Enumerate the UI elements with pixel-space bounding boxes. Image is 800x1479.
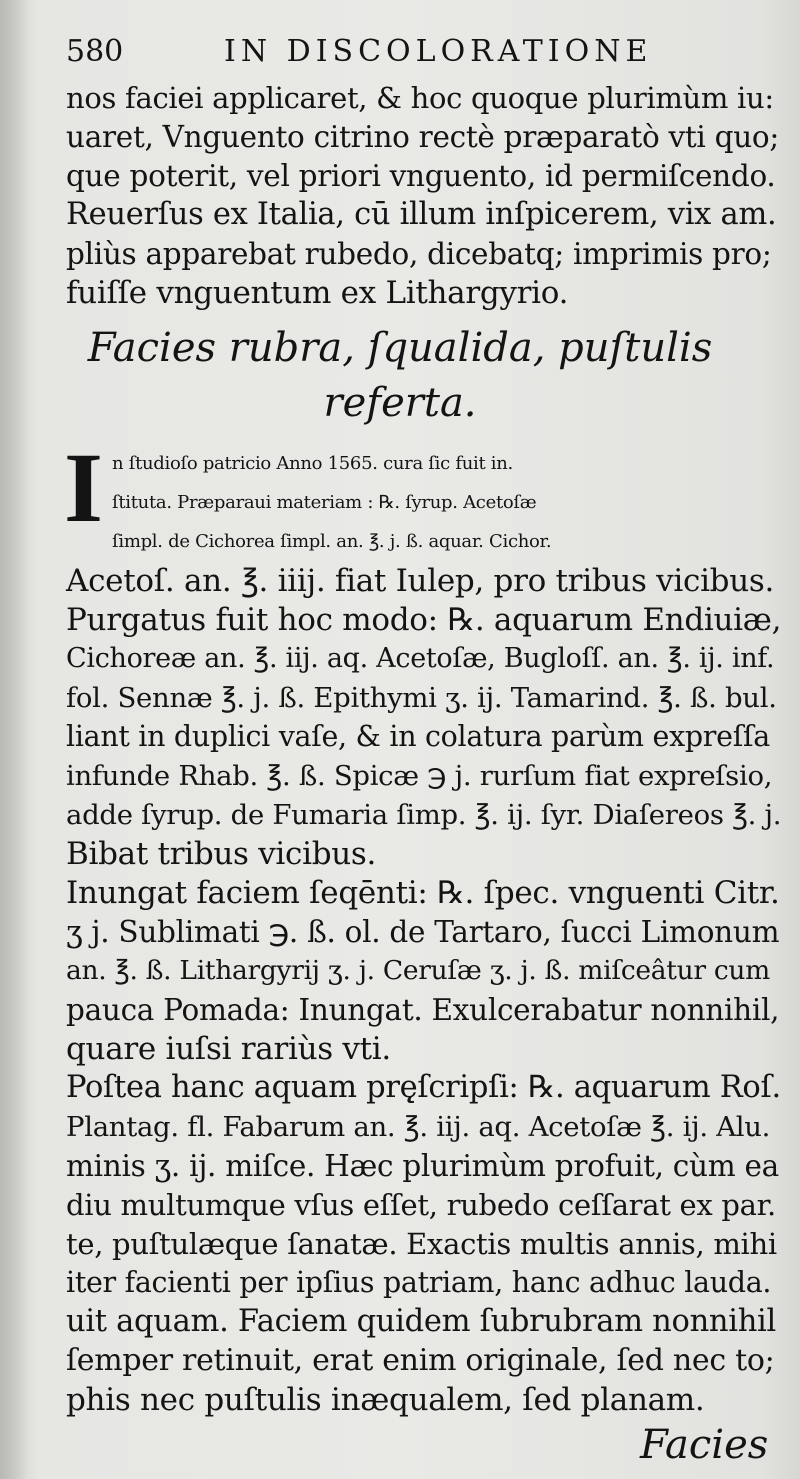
catchword: Facies <box>640 1422 769 1468</box>
text-line: minis ʒ. ij. miſce. Hæc plurimùm profuit, cùm ea <box>66 1149 779 1183</box>
text-line: Reuerſus ex Italia, cū illum inſpicerem, vix am. <box>66 197 777 232</box>
text-line: Acetoſ. an. ℥. iiij. fiat Iulep, pro tribus vicibus. <box>66 563 775 599</box>
text-line: ſemper retinuit, erat enim originale, ſed nec to; <box>66 1343 775 1378</box>
text-line: fol. Sennæ ℥. j. ß. Epithymi ʒ. ij. Tamarind. ℥. ß. bul. <box>66 682 777 714</box>
text-line: ʒ j. Sublimati ℈. ß. ol. de Tartaro, ſucci Limonum <box>66 915 780 949</box>
text-line: Cichoreæ an. ℥. iij. aq. Acetoſæ, Bugloſſ. an. ℥. ij. inf. <box>66 643 775 674</box>
section-heading-line1: Facies rubra, ſqualida, puſtulis <box>87 325 713 371</box>
page-number: 580 <box>66 34 124 69</box>
text-line: Bibat tribus vicibus. <box>66 836 377 872</box>
text-line: diu multumque vſus eſſet, rubedo ceſſarat ex par. <box>66 1188 776 1222</box>
text-line: pliùs apparebat rubedo, dicebatq; imprimis pro; <box>66 237 772 271</box>
text-line: Inungat faciem ſeqēnti: ℞. ſpec. vnguenti Citr. <box>66 875 780 911</box>
text-line: Poſtea hanc aquam prę̨ſcripſi: ℞. aquarum Roſ. <box>66 1070 781 1105</box>
text-line: que poterit, vel priori vnguento, id permiſcendo. <box>66 159 776 193</box>
text-line: ſtituta. Præparaui materiam : ℞. ſyrup. Acetoſæ <box>112 492 537 513</box>
text-line: uit aquam. Faciem quidem ſubrubram nonnihil <box>66 1304 776 1339</box>
text-line: uaret, Vnguento citrino rectè præparatò vti quo; <box>66 120 780 154</box>
text-line: Purgatus fuit hoc modo: ℞. aquarum Endiuiæ, <box>66 602 782 638</box>
text-line: an. ℥. ß. Lithargyrij ʒ. j. Ceruſæ ʒ. j. ß. miſceâtur cum <box>66 955 770 986</box>
text-line: infunde Rhab. ℥. ß. Spicæ ℈ j. rurſum fiat expreſsio, <box>66 760 773 792</box>
running-title: IN DISCOLORATIONE <box>224 34 653 69</box>
text-line: nos faciei applicaret, & hoc quoque plurimùm iu: <box>66 81 774 115</box>
text-line: quare iuſsi rariùs vti. <box>66 1031 391 1067</box>
text-line: iter facienti per ipſius patriam, hanc adhuc lauda. <box>66 1266 772 1299</box>
page-gutter-shadow <box>0 0 28 1479</box>
text-line: adde ſyrup. de Fumaria ſimp. ℥. ij. ſyr. Diaſereos ℥. j. <box>66 799 782 831</box>
text-line: ſimpl. de Cichorea ſimpl. an. ℥. j. ß. aquar. Cichor. <box>112 531 552 552</box>
text-line: phis nec puſtulis inæqualem, ſed planam. <box>66 1382 705 1418</box>
drop-cap: I <box>64 432 103 543</box>
text-line: fuiſſe vnguentum ex Lithargyrio. <box>66 275 569 311</box>
text-line: liant in duplici vaſe, & in colatura parùm expreſſa <box>66 720 770 753</box>
text-line: te, puſtulæque ſanatæ. Exactis multis annis, mihi <box>66 1227 777 1261</box>
text-line: pauca Pomada: Inungat. Exulcerabatur nonnihil, <box>66 993 780 1027</box>
text-line: Plantag. fl. Fabarum an. ℥. iij. aq. Acetoſæ ℥. ij. Alu. <box>66 1111 771 1143</box>
section-heading-line2: referta. <box>323 380 477 426</box>
text-line: n ſtudioſo patricio Anno 1565. cura ſic fuit in. <box>112 453 513 474</box>
